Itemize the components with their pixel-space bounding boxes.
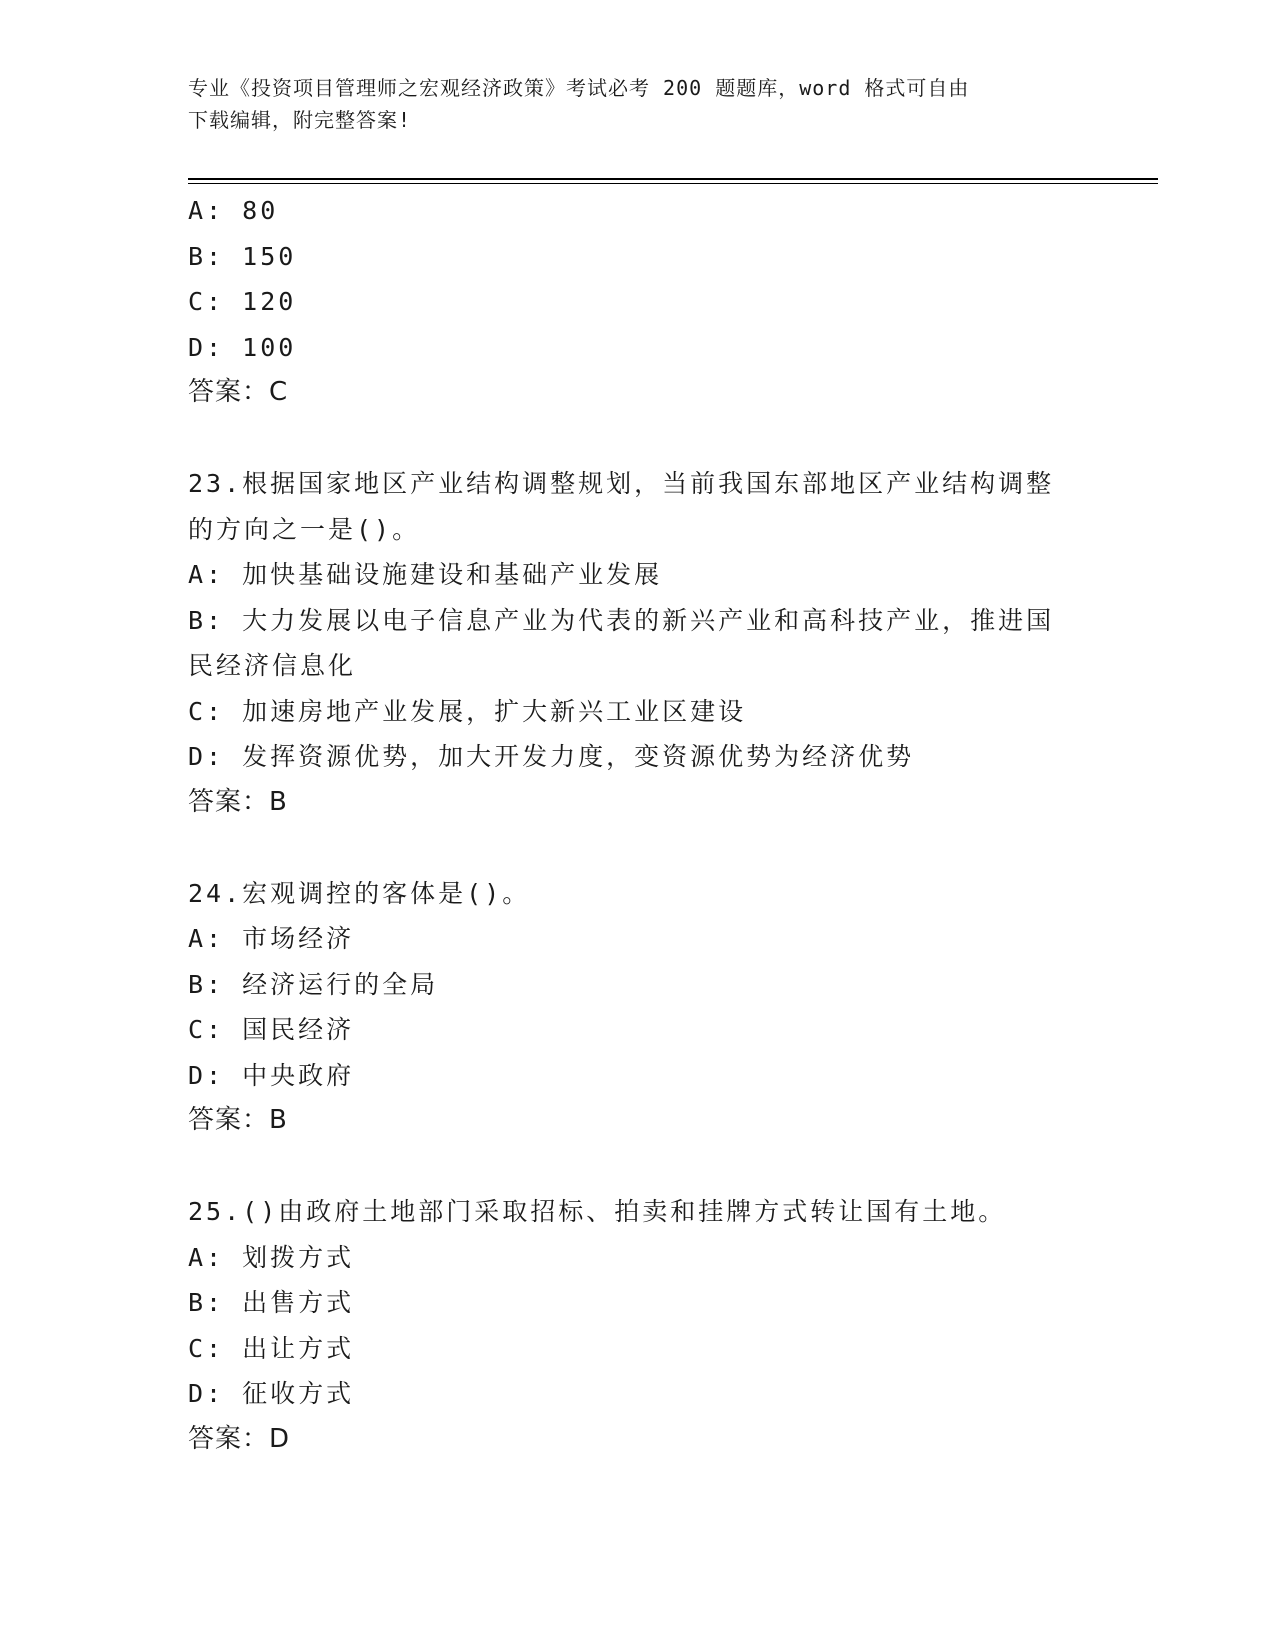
option-c: C: 120: [188, 287, 297, 316]
option-d: D: 100: [188, 332, 297, 362]
option-d: D: 征收方式: [188, 1379, 355, 1408]
question-25: [188, 1189, 1088, 1462]
option-a: A: 划拨方式: [188, 1242, 355, 1272]
option-c: C: 出让方式: [188, 1333, 355, 1363]
answer: 答案：B: [188, 786, 288, 817]
question-stem: 25.()由政府土地部门采取招标、拍卖和挂牌方式转让国有土地。: [188, 1197, 1007, 1226]
option-a: A: 80: [188, 196, 279, 225]
answer: 答案：C: [188, 377, 289, 407]
option-c: C: 国民经济: [188, 1015, 355, 1044]
option-d: D: 发挥资源优势，加大开发力度，变资源优势为经济优势: [188, 742, 915, 771]
answer: 答案：B: [188, 1105, 288, 1135]
question-stem-line-1: 23.根据国家地区产业结构调整规划，当前我国东部地区产业结构调整: [188, 469, 1055, 498]
option-b: B: 150: [188, 241, 297, 271]
option-a: A: 加快基础设施建设和基础产业发展: [188, 560, 663, 589]
question-list: [188, 188, 1088, 1462]
question-24: [188, 871, 1088, 1144]
question-22-tail: [188, 188, 1088, 416]
option-b: B: 经济运行的全局: [188, 969, 439, 999]
question-stem-line-2: 的方向之一是()。: [188, 514, 421, 544]
header-line-2: 下载编辑，附完整答案!: [188, 108, 412, 132]
question-23: [188, 461, 1088, 825]
header-line-1: 专业《投资项目管理师之宏观经济政策》考试必考 200 题题库，word 格式可自由: [188, 76, 970, 100]
option-b-line-1: B: 大力发展以电子信息产业为代表的新兴产业和高科技产业，推进国: [188, 605, 1055, 635]
option-b: B: 出售方式: [188, 1288, 355, 1317]
question-stem: 24.宏观调控的客体是()。: [188, 878, 531, 908]
document-header: [188, 72, 1088, 136]
answer: 答案：D: [188, 1423, 291, 1454]
header-divider-thick: [188, 178, 1158, 180]
option-a: A: 市场经济: [188, 924, 355, 953]
option-b-line-2: 民经济信息化: [188, 651, 357, 680]
option-c: C: 加速房地产业发展，扩大新兴工业区建设: [188, 696, 747, 726]
header-divider-thin: [188, 183, 1158, 184]
option-d: D: 中央政府: [188, 1060, 355, 1090]
